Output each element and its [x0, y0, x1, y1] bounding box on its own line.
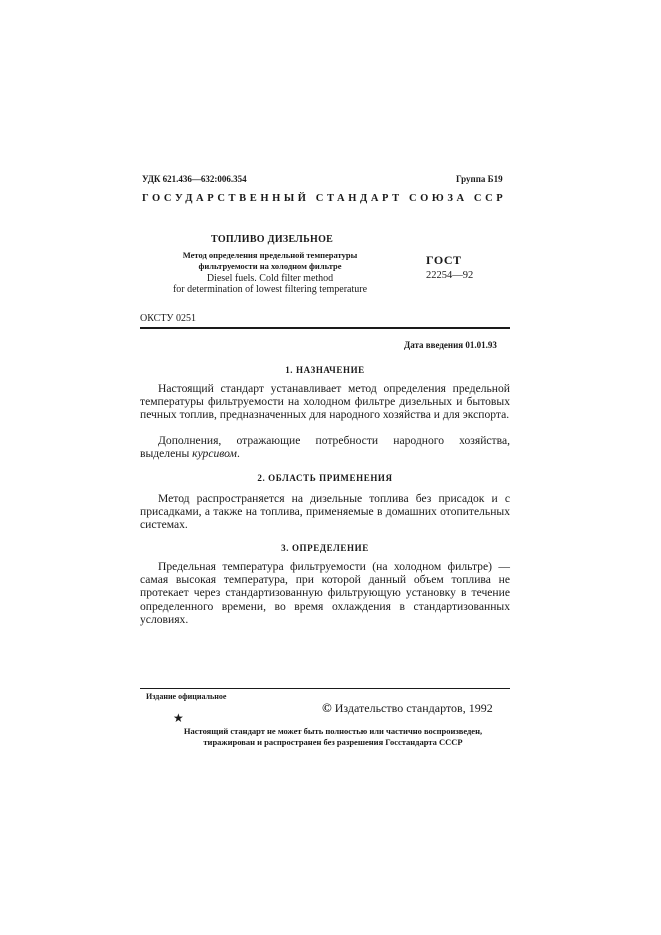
footer-divider	[140, 688, 510, 689]
header-divider	[140, 327, 510, 329]
copyright-icon: ©	[322, 700, 332, 715]
udk-code: УДК 621.436—632:006.354	[142, 174, 247, 184]
subtitle-english-line-1: Diesel fuels. Cold filter method	[206, 273, 334, 284]
document-title: ТОПЛИВО ДИЗЕЛЬНОЕ	[211, 234, 334, 245]
section-2-heading: 2. ОБЛАСТЬ ПРИМЕНЕНИЯ	[257, 473, 393, 483]
subtitle-russian-line-1: Метод определения предельной температуры	[182, 250, 358, 260]
section-2-paragraph: Метод распространяется на дизельные топлива без присадок и с присадками, а также на топлива, применяемые в домашних отопительных системах.	[140, 492, 510, 532]
copyright-text: Издательство стандартов, 1992	[331, 701, 493, 715]
section-1-paragraph-1: Настоящий стандарт устанавливает метод определения предельной температуры фильтруемости на холодном фильтре дизельных и бытовых печных топлив, предназначенных для народного хозяйства и для экспорта.	[140, 382, 510, 422]
edition-label: Издание официальное	[146, 692, 227, 701]
reproduction-notice-line-2: тиражирован и распространен без разрешения Госстандарта СССР	[203, 736, 463, 747]
okstu-code: ОКСТУ 0251	[140, 313, 197, 324]
section-1-paragraph-2-text: Дополнения, отражающие потребности народного хозяйства, выделены	[140, 434, 510, 461]
section-3-heading: 3. ОПРЕДЕЛЕНИЕ	[281, 543, 369, 553]
section-1-paragraph-2-end: .	[236, 447, 240, 461]
gost-number: 22254—92	[426, 270, 474, 281]
subtitle-russian-line-2: фильтруемости на холодном фильтре	[198, 261, 342, 271]
section-1-paragraph-2	[140, 434, 510, 460]
star-icon: ★	[173, 711, 184, 725]
group-code: Группа Б19	[456, 174, 503, 184]
section-1-paragraph-2-italic: курсивом	[192, 447, 237, 461]
gost-label: ГОСТ	[426, 253, 462, 267]
section-3-paragraph: Предельная температура фильтруемости (на холодном фильтре) — самая высокая температура, при которой данный объем топлива не протекает через стандартизованную фильтрующую установку в течение определенного времени, во время охлаждения в стандартизованных условиях.	[140, 560, 510, 626]
subtitle-english	[162, 273, 378, 295]
reproduction-notice	[152, 726, 514, 747]
introduction-date: Дата введения 01.01.93	[404, 340, 497, 350]
reproduction-notice-line-1: Настоящий стандарт не может быть полностью или частично воспроизведен,	[183, 726, 483, 736]
subtitle-russian	[170, 250, 370, 272]
state-standard-heading: ГОСУДАРСТВЕННЫЙ СТАНДАРТ СОЮЗА ССР	[142, 193, 507, 204]
section-1-heading: 1. НАЗНАЧЕНИЕ	[285, 365, 365, 375]
copyright-line	[322, 700, 493, 716]
subtitle-english-line-2: for determination of lowest filtering temperature	[172, 284, 368, 295]
